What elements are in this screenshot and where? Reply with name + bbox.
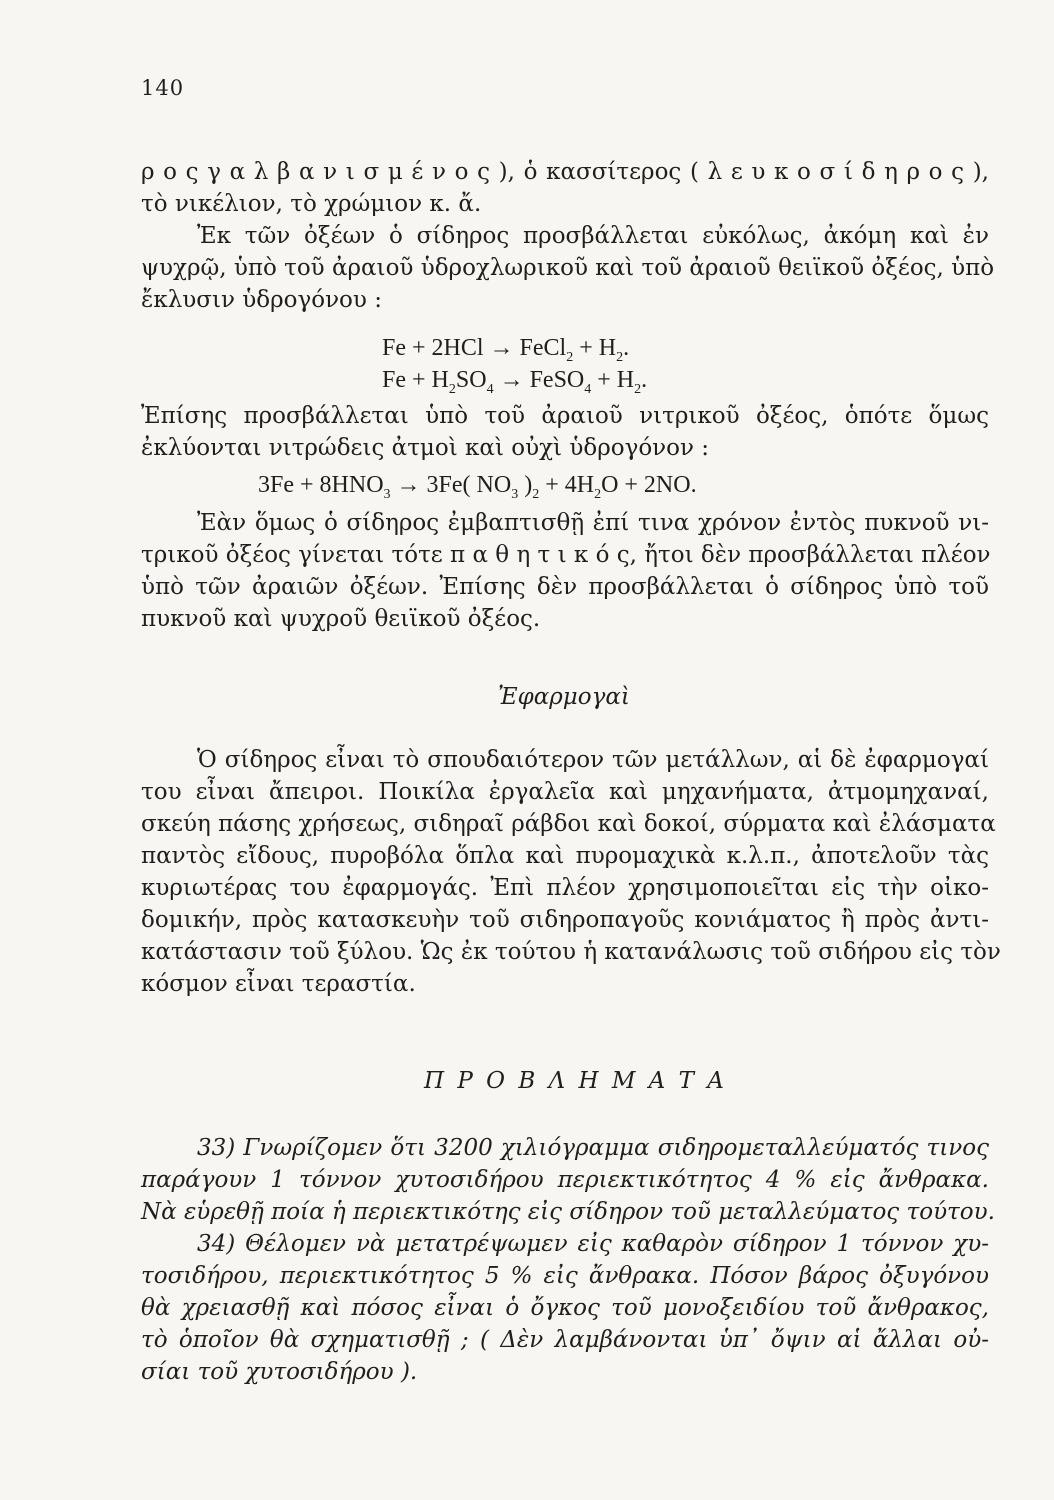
problems-heading: Π Ρ Ο Β Λ Η Μ Α Τ Α — [424, 1068, 727, 1094]
text-line: Ὁ σίδηρος εἶναι τὸ σπουδαιότερον τῶν μετάλλων, αἱ δὲ ἐφαρμογαί — [197, 747, 989, 773]
problems-list — [141, 1132, 995, 1388]
text-line: ὑπὸ τῶν ἀραιῶν ὀξέων. Ἐπίσης δὲν προσβάλλεται ὁ σίδηρος ὑπὸ τοῦ — [141, 574, 989, 600]
passivity-paragraph — [141, 507, 989, 635]
text-line: ἐκλύονται νιτρώδεις ἀτμοὶ καὶ οὐχὶ ὑδρογόνον : — [141, 435, 710, 461]
text-line: πυκνοῦ καὶ ψυχροῦ θειϊκοῦ ὀξέος. — [141, 606, 541, 632]
problem-33-line: 33) Γνωρίζομεν ὅτι 3200 χιλιόγραμμα σιδηρομεταλλεύματός τινος — [197, 1135, 989, 1161]
nitric-paragraph — [141, 400, 989, 464]
page-number: 140 — [141, 76, 185, 100]
problem-34-line: 34) Θέλομεν νὰ μετατρέψωμεν εἰς καθαρὸν σίδηρον 1 τόννον χυ- — [197, 1231, 989, 1257]
text-line: τρικοῦ ὀξέος γίνεται τότε π α θ η τ ι κ ό ς, ἤτοι δὲν προσβάλλεται πλέον — [141, 542, 991, 568]
text-line: κόσμον εἶναι τεραστία. — [141, 971, 416, 997]
text-line: ψυχρῷ, ὑπὸ τοῦ ἀραιοῦ ὑδροχλωρικοῦ καὶ τοῦ ἀραιοῦ θειϊκοῦ ὀξέος, ὑπὸ — [141, 255, 995, 281]
text-line: ρ ο ς γ α λ β α ν ι σ μ έ ν ο ς ), ὁ κασσίτερος ( λ ε υ κ ο σ ί δ η ρ ο ς ), — [141, 159, 989, 185]
problem-34-line: τὸ ὁποῖον θὰ σχηματισθῇ ; ( Δὲν λαμβάνονται ὑπ᾽ ὄψιν αἱ ἄλλαι οὐ- — [141, 1327, 989, 1353]
text-line: τὸ νικέλιον, τὸ χρώμιον κ. ἄ. — [141, 191, 482, 217]
intro-paragraph — [141, 156, 995, 316]
problem-33-line: Νὰ εὑρεθῇ ποία ἡ περιεκτικότης εἰς σίδηρον τοῦ μεταλλεύματος τούτου. — [141, 1199, 995, 1225]
text-line: κυριωτέρας του ἐφαρμογάς. Ἐπὶ πλέον χρησιμοποιεῖται εἰς τὴν οἰκο- — [141, 875, 989, 901]
equation-fe-hcl: Fe + 2HCl → FeCl$_2$ + $H_2$. — [382, 335, 630, 365]
problem-33-line: παράγουν 1 τόννον χυτοσιδήρου περιεκτικότητος 4 % εἰς ἄνθρακα. — [141, 1167, 989, 1193]
text-line: κατάστασιν τοῦ ξύλου. Ὡς ἐκ τούτου ἡ κατανάλωσις τοῦ σιδήρου εἰς τὸν — [141, 939, 1001, 965]
text-line: Ἐὰν ὅμως ὁ σίδηρος ἐμβαπτισθῇ ἐπί τινα χρόνον ἐντὸς πυκνοῦ νι- — [197, 510, 989, 536]
text-line: παντὸς εἴδους, πυροβόλα ὅπλα καὶ πυρομαχικὰ κ.λ.π., ἀποτελοῦν τὰς — [141, 843, 989, 869]
text-line: Ἐπίσης προσβάλλεται ὑπὸ τοῦ ἀραιοῦ νιτρικοῦ ὀξέος, ὁπότε ὅμως — [141, 403, 989, 429]
problem-34-line: τοσιδήρου, περιεκτικότητος 5 % εἰς ἄνθρακα. Πόσον βάρος ὀξυγόνου — [141, 1263, 989, 1289]
problem-34-line: σίαι τοῦ χυτοσιδήρου ). — [141, 1359, 418, 1385]
text-line: Ἐκ τῶν ὀξέων ὁ σίδηρος προσβάλλεται εὐκόλως, ἀκόμη καὶ ἐν — [197, 223, 989, 249]
equation-fe-h2so4: $Fe + H_2SO_4$ → FeSO$_4$ + $H_2$. — [382, 367, 648, 397]
equation-fe-hno3: $3Fe + 8HNO_3 \to 3Fe$( $NO_3$ )$_2 + 4H_2O + 2NO$. — [258, 472, 697, 502]
applications-paragraph — [141, 744, 1001, 1000]
text-line: του εἶναι ἄπειροι. Ποικίλα ἐργαλεῖα καὶ μηχανήματα, ἀτμομηχαναί, — [141, 779, 989, 805]
applications-heading: Ἐφαρμογαὶ — [498, 684, 630, 710]
problem-34-line: θὰ χρειασθῇ καὶ πόσος εἶναι ὁ ὄγκος τοῦ μονοξειδίου τοῦ ἄνθρακος, — [141, 1295, 989, 1321]
text-line: σκεύη πάσης χρήσεως, σιδηραῖ ράβδοι καὶ δοκοί, σύρματα καὶ ἐλάσματα — [141, 811, 996, 837]
text-line: ἔκλυσιν ὑδρογόνου : — [141, 287, 382, 313]
text-line: δομικήν, πρὸς κατασκευὴν τοῦ σιδηροπαγοῦς κονιάματος ἢ πρὸς ἀντι- — [141, 907, 989, 933]
